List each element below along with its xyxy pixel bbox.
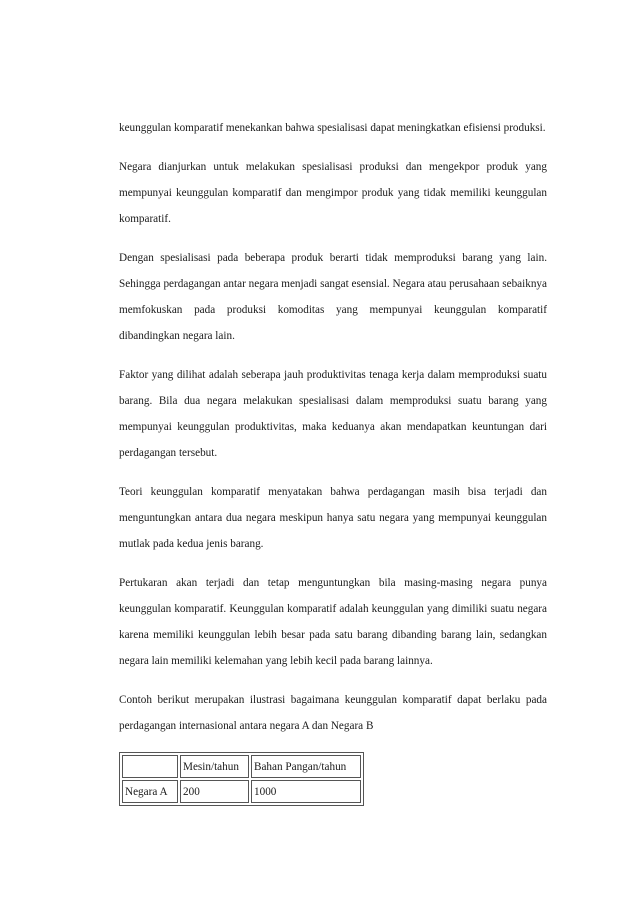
paragraph-5: Teori keunggulan komparatif menyatakan bahwa perdagangan masih bisa terjadi dan menguntungkan antara dua negara meskipun hanya satu negara yang mempunyai keunggulan mutlak pada kedua jenis barang. bbox=[119, 486, 547, 550]
table-row bbox=[122, 780, 361, 803]
paragraph-1: keunggulan komparatif menekankan bahwa spesialisasi dapat meningkatkan efisiensi produksi. bbox=[119, 122, 546, 134]
table-cell: 1000 bbox=[251, 780, 361, 803]
paragraph-7: Contoh berikut merupakan ilustrasi bagaimana keunggulan komparatif dapat berlaku pada perdagangan internasional antara negara A dan Negara B bbox=[119, 694, 547, 732]
comparison-table bbox=[119, 752, 364, 806]
table-header-cell: Mesin/tahun bbox=[180, 755, 249, 778]
paragraph-3: Dengan spesialisasi pada beberapa produk berarti tidak memproduksi barang yang lain. Sehingga perdagangan antar negara menjadi sangat esensial. Negara atau perusahaan sebaiknya memfokuskan pada produksi komoditas yang mempunyai keunggulan komparatif dibandingkan negara lain. bbox=[119, 252, 547, 342]
paragraph-6: Pertukaran akan terjadi dan tetap menguntungkan bila masing-masing negara punya keunggulan komparatif. Keunggulan komparatif adalah keunggulan yang dimiliki suatu negara karena memiliki keunggulan lebih besar pada satu barang dibanding barang lain, sedangkan negara lain memiliki kelemahan yang lebih kecil pada barang lainnya. bbox=[119, 577, 547, 667]
table-header-row bbox=[122, 755, 361, 778]
paragraph-2: Negara dianjurkan untuk melakukan spesialisasi produksi dan mengekpor produk yang mempunyai keunggulan komparatif dan mengimpor produk yang tidak memiliki keunggulan komparatif. bbox=[119, 161, 547, 225]
paragraph-4: Faktor yang dilihat adalah seberapa jauh produktivitas tenaga kerja dalam memproduksi suatu barang. Bila dua negara melakukan spesialisasi dalam memproduksi suatu barang yang mempunyai keunggulan produktivitas, maka keduanya akan mendapatkan keuntungan dari perdagangan tersebut. bbox=[119, 369, 547, 459]
table-header-cell: Bahan Pangan/tahun bbox=[251, 755, 361, 778]
table-header-cell bbox=[122, 755, 178, 778]
table-cell: Negara A bbox=[122, 780, 178, 803]
document-body bbox=[119, 115, 547, 806]
table-cell: 200 bbox=[180, 780, 249, 803]
